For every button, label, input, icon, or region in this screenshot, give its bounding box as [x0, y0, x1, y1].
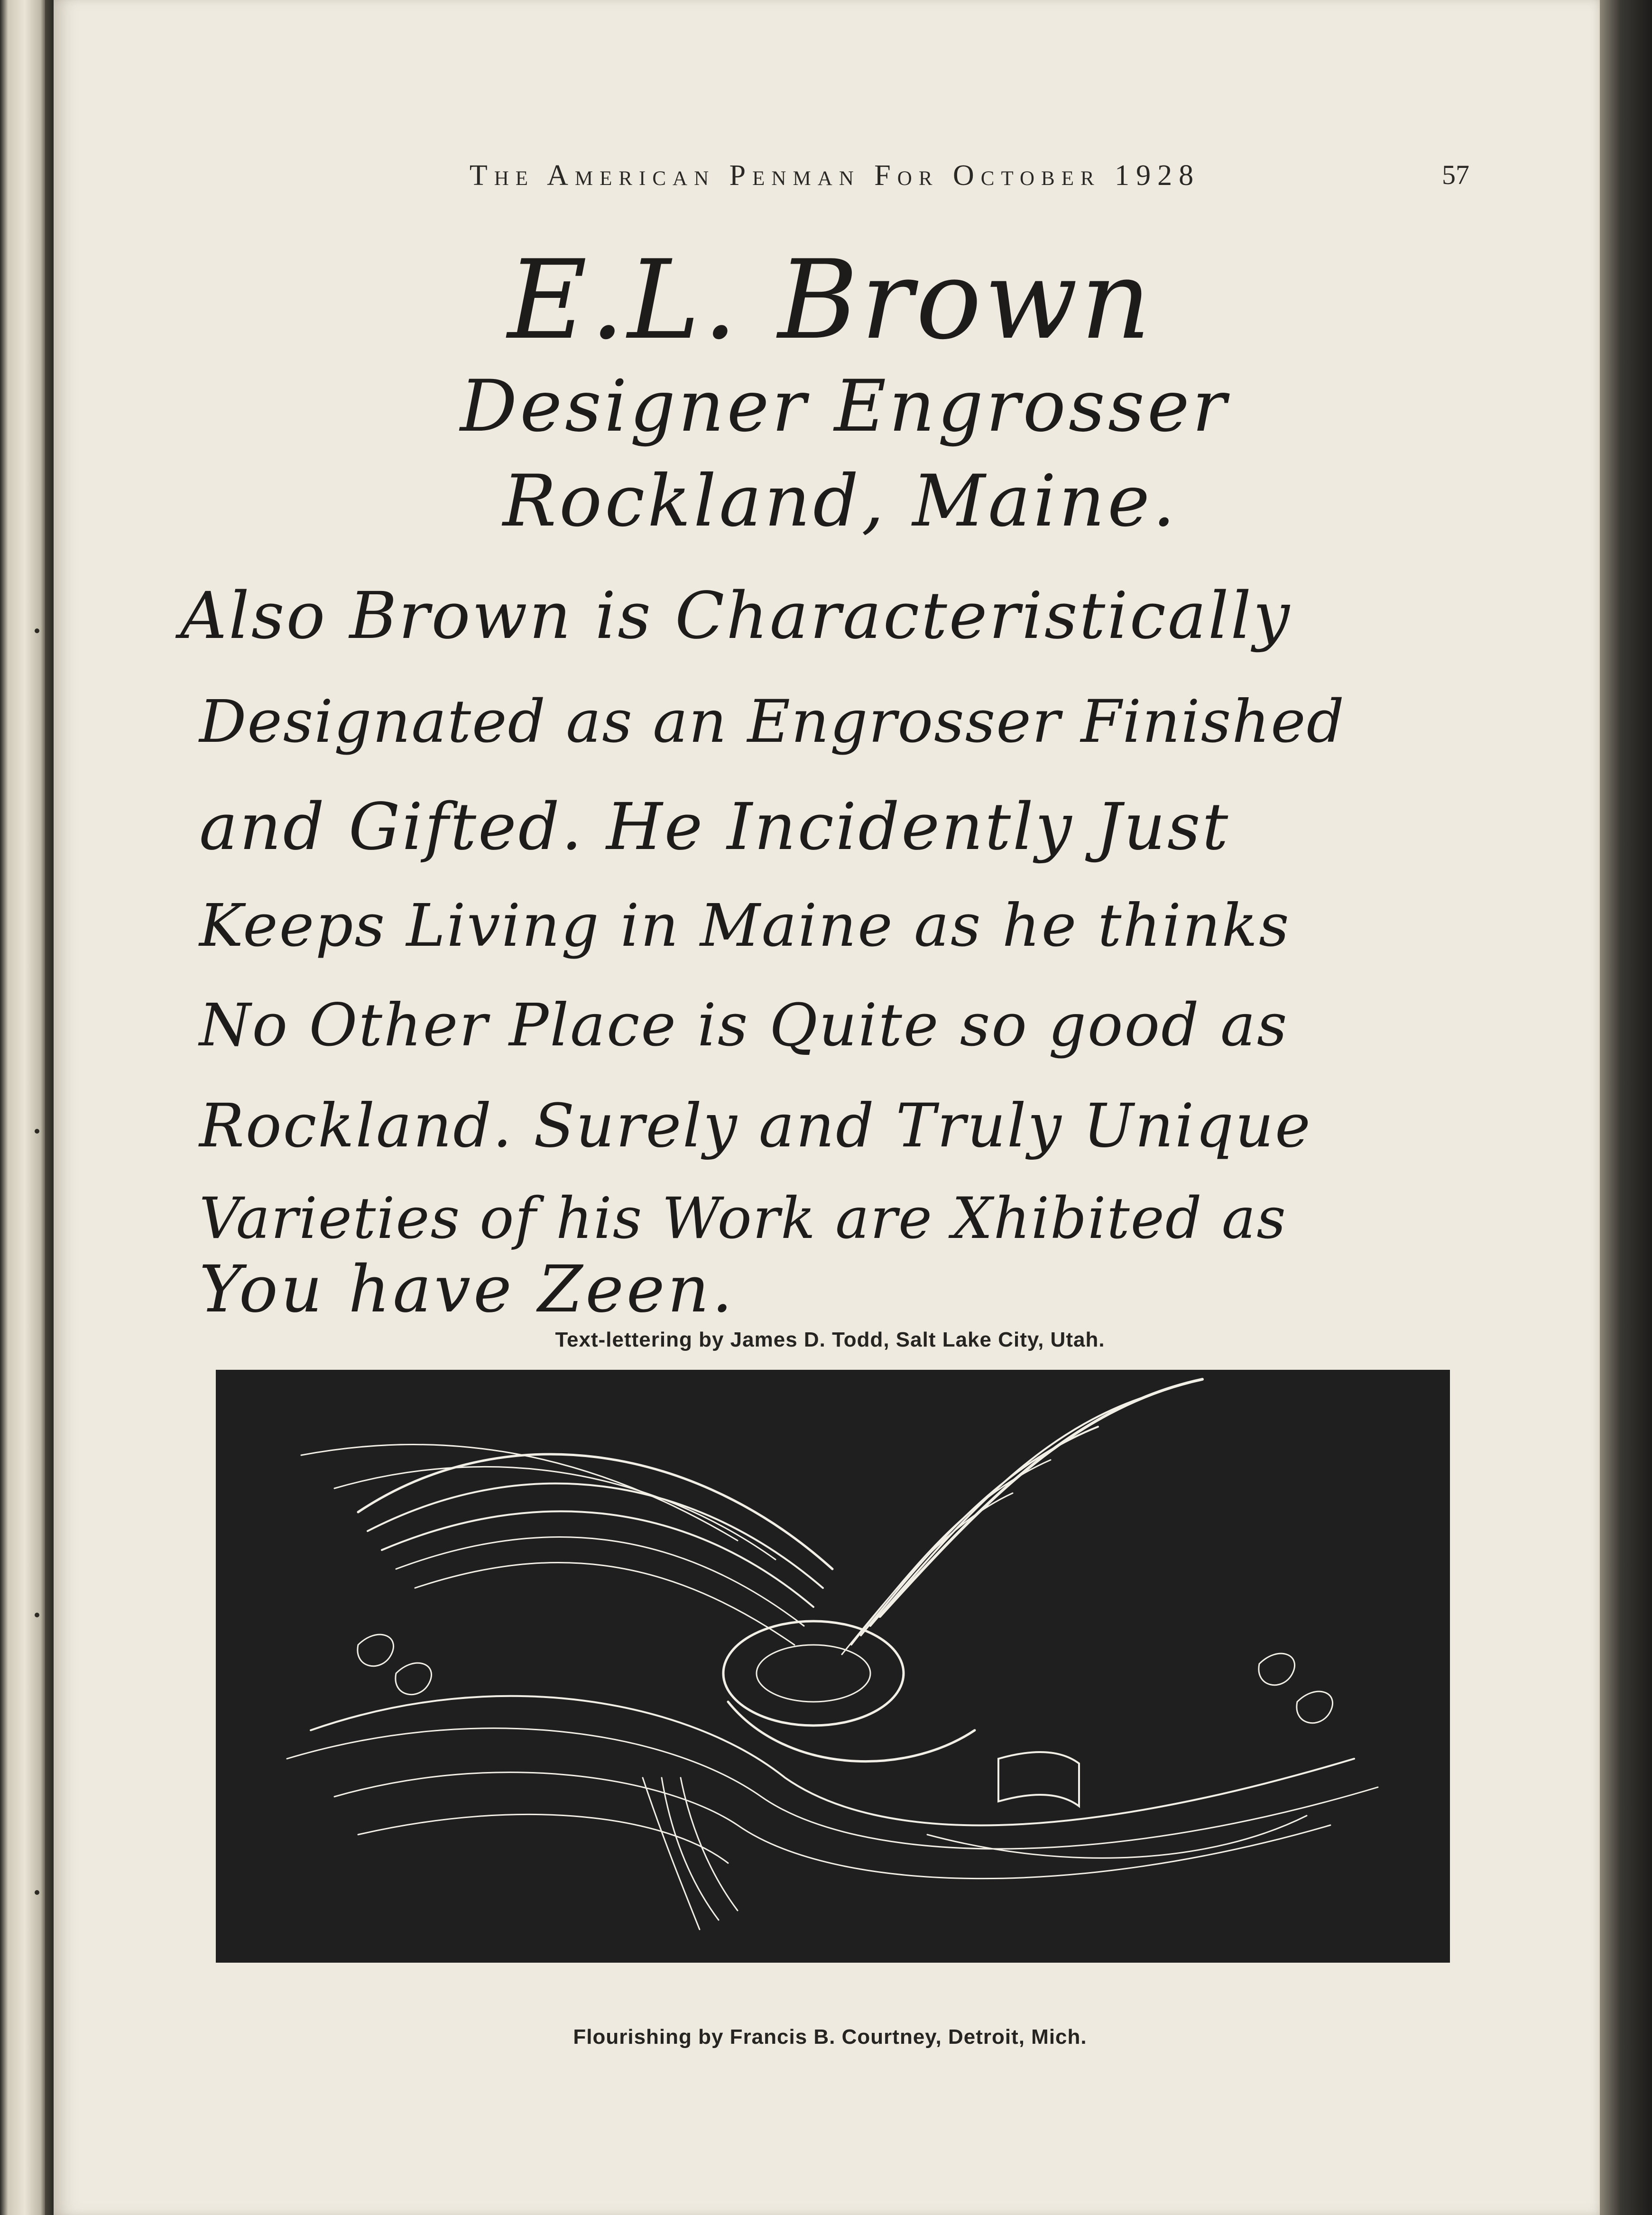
text-lettering-panel	[180, 209, 1432, 1327]
running-header: The American Penman For October 1928	[469, 159, 1200, 192]
lettering-line: E.L. Brown	[508, 237, 1154, 364]
binding-mark	[35, 1613, 39, 1617]
lettering-line: Rockland, Maine.	[503, 460, 1178, 543]
book-gutter	[45, 0, 54, 2215]
lettering-line: You have Zeen.	[199, 1252, 736, 1327]
lettering-line: Designated as an Engrosser Finished	[199, 688, 1345, 756]
page-right-edge	[1600, 0, 1652, 2215]
lettering-line: and Gifted. He Incidently Just	[199, 790, 1230, 865]
lettering-line: Also Brown is Characteristically	[180, 579, 1292, 654]
lettering-line: Designer Engrosser	[460, 365, 1229, 448]
page-number: 57	[1442, 159, 1469, 190]
binding-mark	[35, 1890, 39, 1895]
lettering-line: Rockland. Surely and Truly Unique	[199, 1091, 1312, 1161]
lettering-credit-caption: Text-lettering by James D. Todd, Salt Lake City, Utah.	[555, 1328, 1105, 1351]
lettering-line: No Other Place is Quite so good as	[199, 991, 1289, 1060]
flourish-credit-caption: Flourishing by Francis B. Courtney, Detroit, Mich.	[573, 2025, 1087, 2049]
lettering-line: Varieties of his Work are Xhibited as	[199, 1186, 1287, 1252]
binding-mark	[35, 628, 39, 633]
binding-mark	[35, 1129, 39, 1134]
lettering-line: Keeps Living in Maine as he thinks	[199, 892, 1291, 960]
flourish-bird-illustration	[216, 1370, 1450, 1963]
previous-page-edge	[0, 0, 45, 2215]
bird-flourish-drawing	[216, 1370, 1450, 1963]
